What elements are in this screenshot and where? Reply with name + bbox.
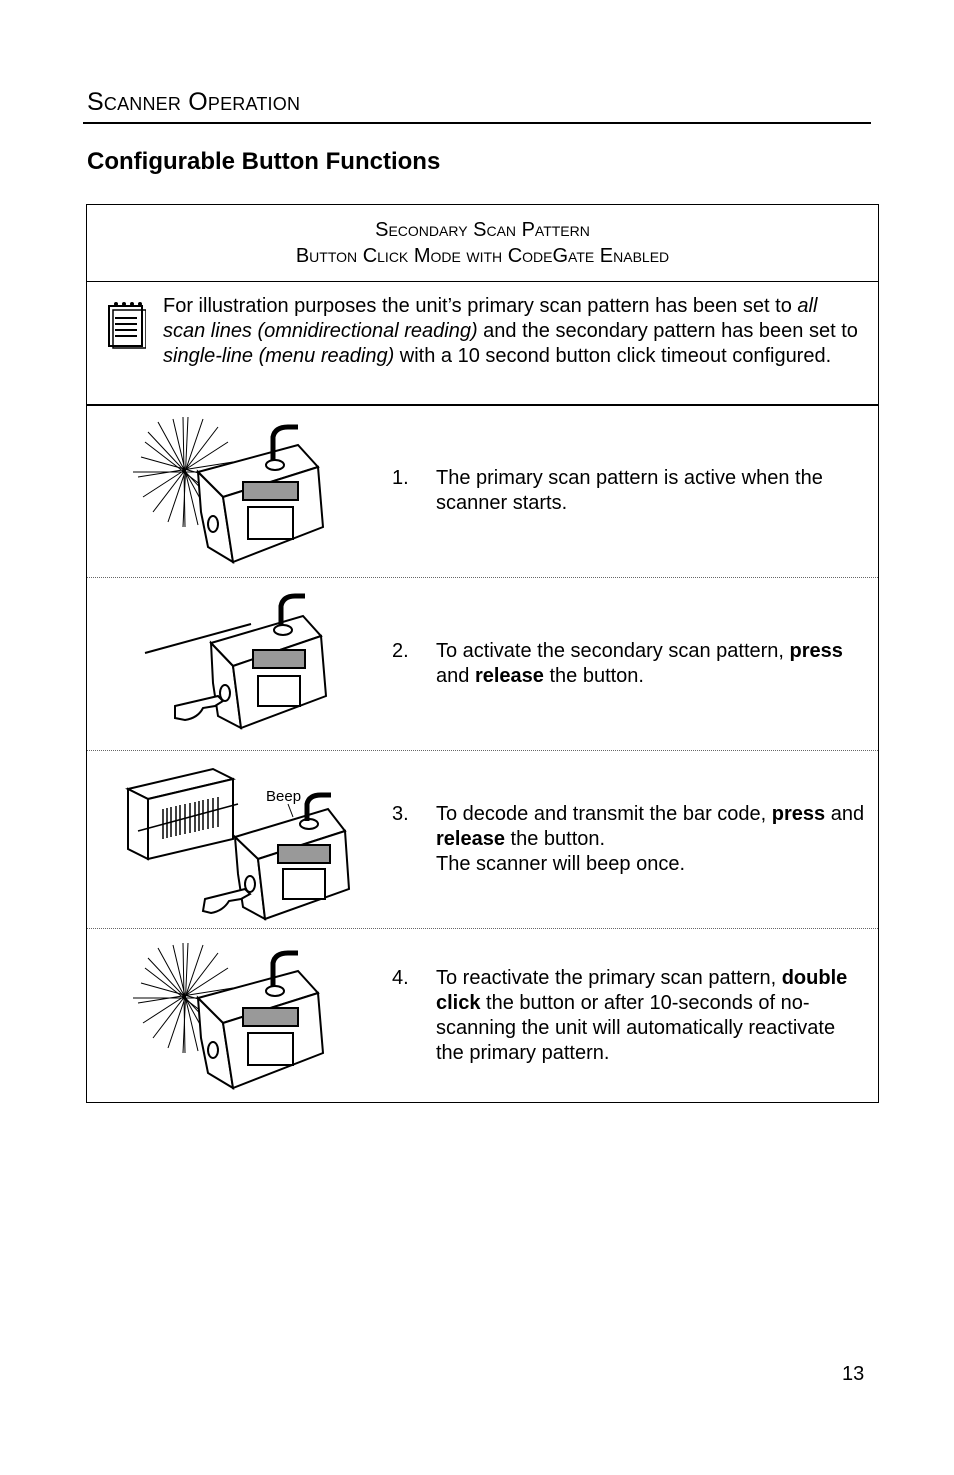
button-functions-table [86, 204, 879, 1103]
step-row-4 [87, 929, 878, 1101]
step-text: To reactivate the primary scan pattern, double click the button or after 10-seconds of no-scanning the unit will automatically reactivate the primary pattern. [436, 967, 848, 1064]
table-heading [87, 205, 878, 282]
section-header: Scanner Operation [87, 88, 301, 116]
barcode-box-icon [128, 769, 238, 859]
note-text [163, 294, 863, 369]
page-title: Configurable Button Functions [87, 148, 441, 175]
step-number: 2. [392, 640, 409, 662]
scanner-body [198, 427, 323, 562]
note-text-part: and the secondary pattern has been set to [477, 320, 858, 342]
page-number: 13 [842, 1363, 865, 1385]
beep-label: Beep [266, 788, 302, 805]
step-row-1 [87, 405, 878, 578]
step-row-3 [87, 751, 878, 929]
step-text: To decode and transmit the bar code, press and release the button. The scanner will beep once. [436, 803, 865, 875]
scanner-omnidirectional-illustration [123, 417, 353, 567]
note-text-italic: all scan lines (omnidirectional reading) [163, 295, 818, 342]
scanner-body [198, 953, 323, 1088]
step-text: To activate the secondary scan pattern, press and release the button. [436, 640, 843, 687]
step-number: 4. [392, 967, 409, 989]
step-text: The primary scan pattern is active when the scanner starts. [436, 467, 823, 514]
scanner-decode-barcode-illustration [123, 759, 353, 924]
step-number: 1. [392, 467, 409, 489]
table-heading-line2: Button Click Mode with CodeGate Enabled [295, 245, 670, 267]
note-text-part: with a 10 second button click timeout configured. [394, 345, 832, 367]
scanner-press-button-illustration [123, 588, 353, 738]
section-rule [83, 122, 871, 124]
note-icon [106, 300, 146, 350]
note-text-part: For illustration purposes the unit’s primary scan pattern has been set to [163, 295, 798, 317]
beep-pointer-line [288, 804, 293, 817]
step-number: 3. [392, 803, 409, 825]
note-text-italic: single-line (menu reading) [163, 345, 395, 367]
step-row-2 [87, 578, 878, 751]
scanner-omnidirectional-illustration [123, 943, 353, 1093]
scanner-body [211, 596, 326, 728]
table-heading-line1: Secondary Scan Pattern [375, 219, 590, 241]
note-row [87, 283, 878, 406]
